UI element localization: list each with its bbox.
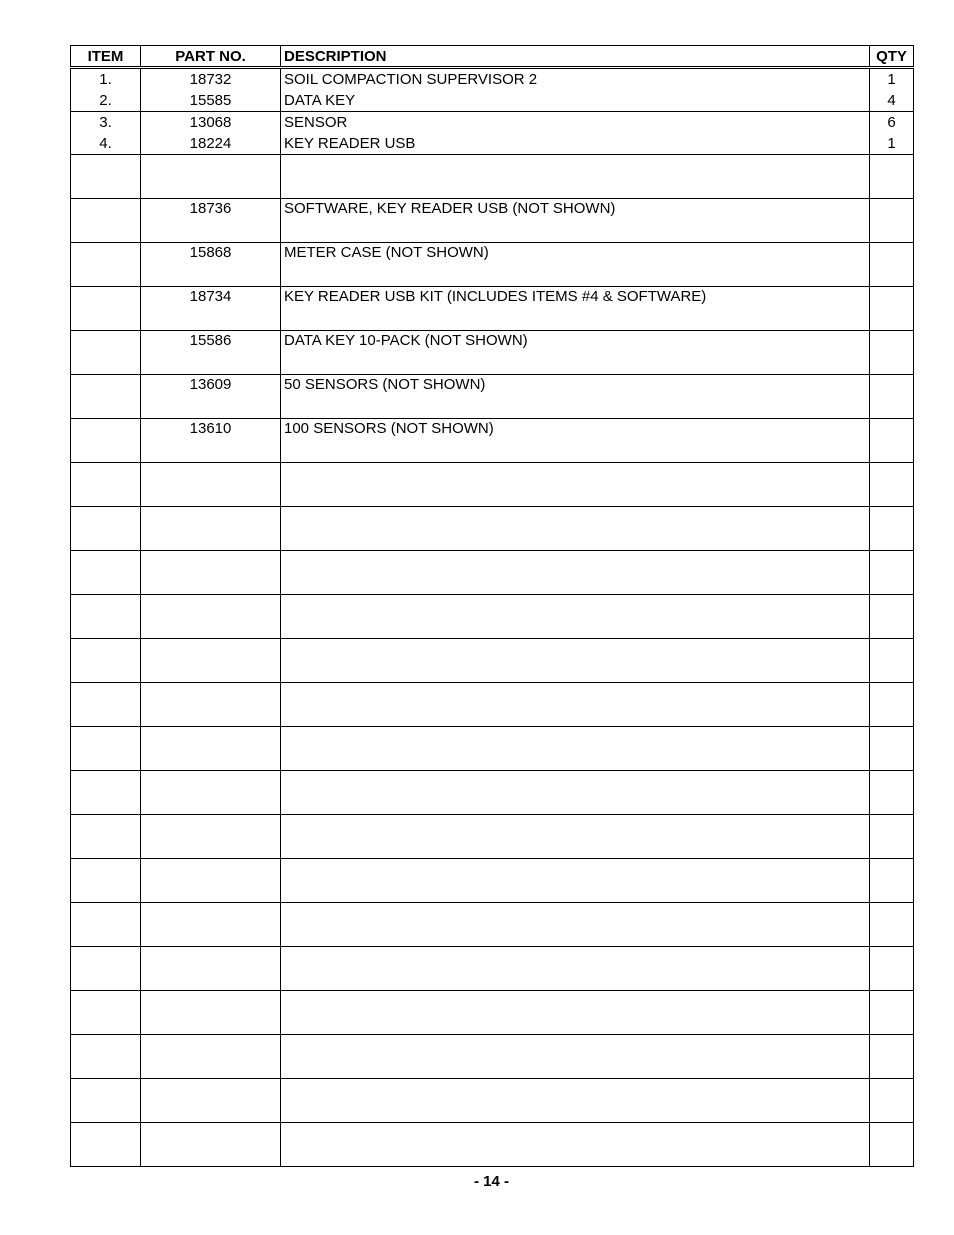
part-number	[141, 463, 281, 507]
part-description	[281, 815, 870, 859]
part-qty	[870, 991, 914, 1035]
table-row	[71, 991, 914, 1035]
item-number	[71, 199, 141, 243]
part-qty	[870, 243, 914, 287]
table-row	[71, 199, 914, 243]
part-qty	[870, 199, 914, 243]
part-description: SOFTWARE, KEY READER USB (NOT SHOWN)	[281, 199, 870, 243]
part-qty	[870, 639, 914, 683]
item-number	[71, 815, 141, 859]
part-number	[141, 947, 281, 991]
table-row	[71, 815, 914, 859]
part-number	[141, 991, 281, 1035]
item-number	[71, 419, 141, 463]
item-number	[71, 683, 141, 727]
parts-list-table	[70, 45, 914, 1167]
table-row	[71, 683, 914, 727]
part-description: 100 SENSORS (NOT SHOWN)	[281, 419, 870, 463]
part-qty	[870, 771, 914, 815]
part-number	[141, 155, 281, 199]
part-description: DATA KEY 10-PACK (NOT SHOWN)	[281, 331, 870, 375]
table-row	[71, 727, 914, 771]
part-number: 18736	[141, 199, 281, 243]
item-number	[71, 991, 141, 1035]
item-number	[71, 551, 141, 595]
part-qty	[870, 331, 914, 375]
part-description: DATA KEY	[281, 90, 870, 112]
table-row	[71, 243, 914, 287]
table-row	[71, 551, 914, 595]
item-number: 4.	[71, 133, 141, 155]
part-qty	[870, 947, 914, 991]
table-row	[71, 68, 914, 91]
part-description	[281, 595, 870, 639]
item-number: 1.	[71, 68, 141, 91]
part-number: 13610	[141, 419, 281, 463]
part-qty	[870, 155, 914, 199]
page-number: - 14 -	[473, 1173, 509, 1190]
part-number: 15585	[141, 90, 281, 112]
table-row	[71, 595, 914, 639]
part-number	[141, 771, 281, 815]
header-part-no: PART NO.	[141, 46, 281, 68]
part-qty: 4	[870, 90, 914, 112]
part-qty	[870, 727, 914, 771]
part-number	[141, 551, 281, 595]
header-description: DESCRIPTION	[281, 46, 870, 68]
part-qty: 1	[870, 133, 914, 155]
part-qty	[870, 595, 914, 639]
part-description	[281, 463, 870, 507]
table-row	[71, 1123, 914, 1167]
part-qty	[870, 1123, 914, 1167]
header-item: ITEM	[71, 46, 141, 68]
part-number	[141, 1035, 281, 1079]
part-description	[281, 771, 870, 815]
part-number	[141, 903, 281, 947]
table-row	[71, 287, 914, 331]
part-qty	[870, 507, 914, 551]
part-number	[141, 639, 281, 683]
part-number: 13609	[141, 375, 281, 419]
part-qty	[870, 375, 914, 419]
item-number	[71, 771, 141, 815]
part-number: 18224	[141, 133, 281, 155]
part-description	[281, 1079, 870, 1123]
item-number	[71, 463, 141, 507]
part-number	[141, 595, 281, 639]
part-number	[141, 683, 281, 727]
table-row	[71, 903, 914, 947]
item-number	[71, 287, 141, 331]
item-number	[71, 155, 141, 199]
part-qty	[870, 683, 914, 727]
item-number	[71, 375, 141, 419]
header-qty: QTY	[870, 46, 914, 68]
part-description	[281, 155, 870, 199]
part-description	[281, 947, 870, 991]
table-row	[71, 507, 914, 551]
item-number	[71, 243, 141, 287]
part-qty	[870, 463, 914, 507]
part-number: 18734	[141, 287, 281, 331]
part-description	[281, 683, 870, 727]
table-row	[71, 419, 914, 463]
part-description	[281, 859, 870, 903]
part-number	[141, 815, 281, 859]
part-description: KEY READER USB	[281, 133, 870, 155]
part-qty	[870, 903, 914, 947]
part-qty	[870, 1079, 914, 1123]
item-number	[71, 947, 141, 991]
part-qty	[870, 1035, 914, 1079]
part-description: KEY READER USB KIT (INCLUDES ITEMS #4 & SOFTWARE)	[281, 287, 870, 331]
item-number	[71, 1123, 141, 1167]
part-description: SOIL COMPACTION SUPERVISOR 2	[281, 68, 870, 91]
part-number: 13068	[141, 112, 281, 134]
part-description: METER CASE (NOT SHOWN)	[281, 243, 870, 287]
table-row	[71, 133, 914, 155]
item-number	[71, 859, 141, 903]
item-number	[71, 507, 141, 551]
part-qty	[870, 551, 914, 595]
item-number	[71, 903, 141, 947]
part-number: 15586	[141, 331, 281, 375]
item-number	[71, 331, 141, 375]
table-row	[71, 463, 914, 507]
part-qty	[870, 287, 914, 331]
part-description	[281, 639, 870, 683]
part-description	[281, 991, 870, 1035]
item-number	[71, 727, 141, 771]
table-header-row	[71, 46, 914, 68]
part-qty	[870, 419, 914, 463]
table-row	[71, 90, 914, 112]
table-row	[71, 947, 914, 991]
part-number	[141, 1079, 281, 1123]
item-number	[71, 1079, 141, 1123]
item-number	[71, 639, 141, 683]
table-row	[71, 771, 914, 815]
part-number	[141, 1123, 281, 1167]
table-row	[71, 112, 914, 134]
part-number: 18732	[141, 68, 281, 91]
part-qty	[870, 859, 914, 903]
item-number: 2.	[71, 90, 141, 112]
part-description	[281, 903, 870, 947]
part-description	[281, 727, 870, 771]
item-number	[71, 1035, 141, 1079]
table-row	[71, 155, 914, 199]
part-description: 50 SENSORS (NOT SHOWN)	[281, 375, 870, 419]
part-qty: 6	[870, 112, 914, 134]
table-row	[71, 375, 914, 419]
part-description	[281, 551, 870, 595]
table-row	[71, 639, 914, 683]
table-row	[71, 1035, 914, 1079]
part-qty	[870, 815, 914, 859]
part-qty: 1	[870, 68, 914, 91]
item-number	[71, 595, 141, 639]
part-description: SENSOR	[281, 112, 870, 134]
part-number: 15868	[141, 243, 281, 287]
part-description	[281, 507, 870, 551]
part-number	[141, 507, 281, 551]
table-row	[71, 859, 914, 903]
part-description	[281, 1123, 870, 1167]
part-number	[141, 727, 281, 771]
part-description	[281, 1035, 870, 1079]
item-number: 3.	[71, 112, 141, 134]
table-row	[71, 331, 914, 375]
part-number	[141, 859, 281, 903]
table-row	[71, 1079, 914, 1123]
